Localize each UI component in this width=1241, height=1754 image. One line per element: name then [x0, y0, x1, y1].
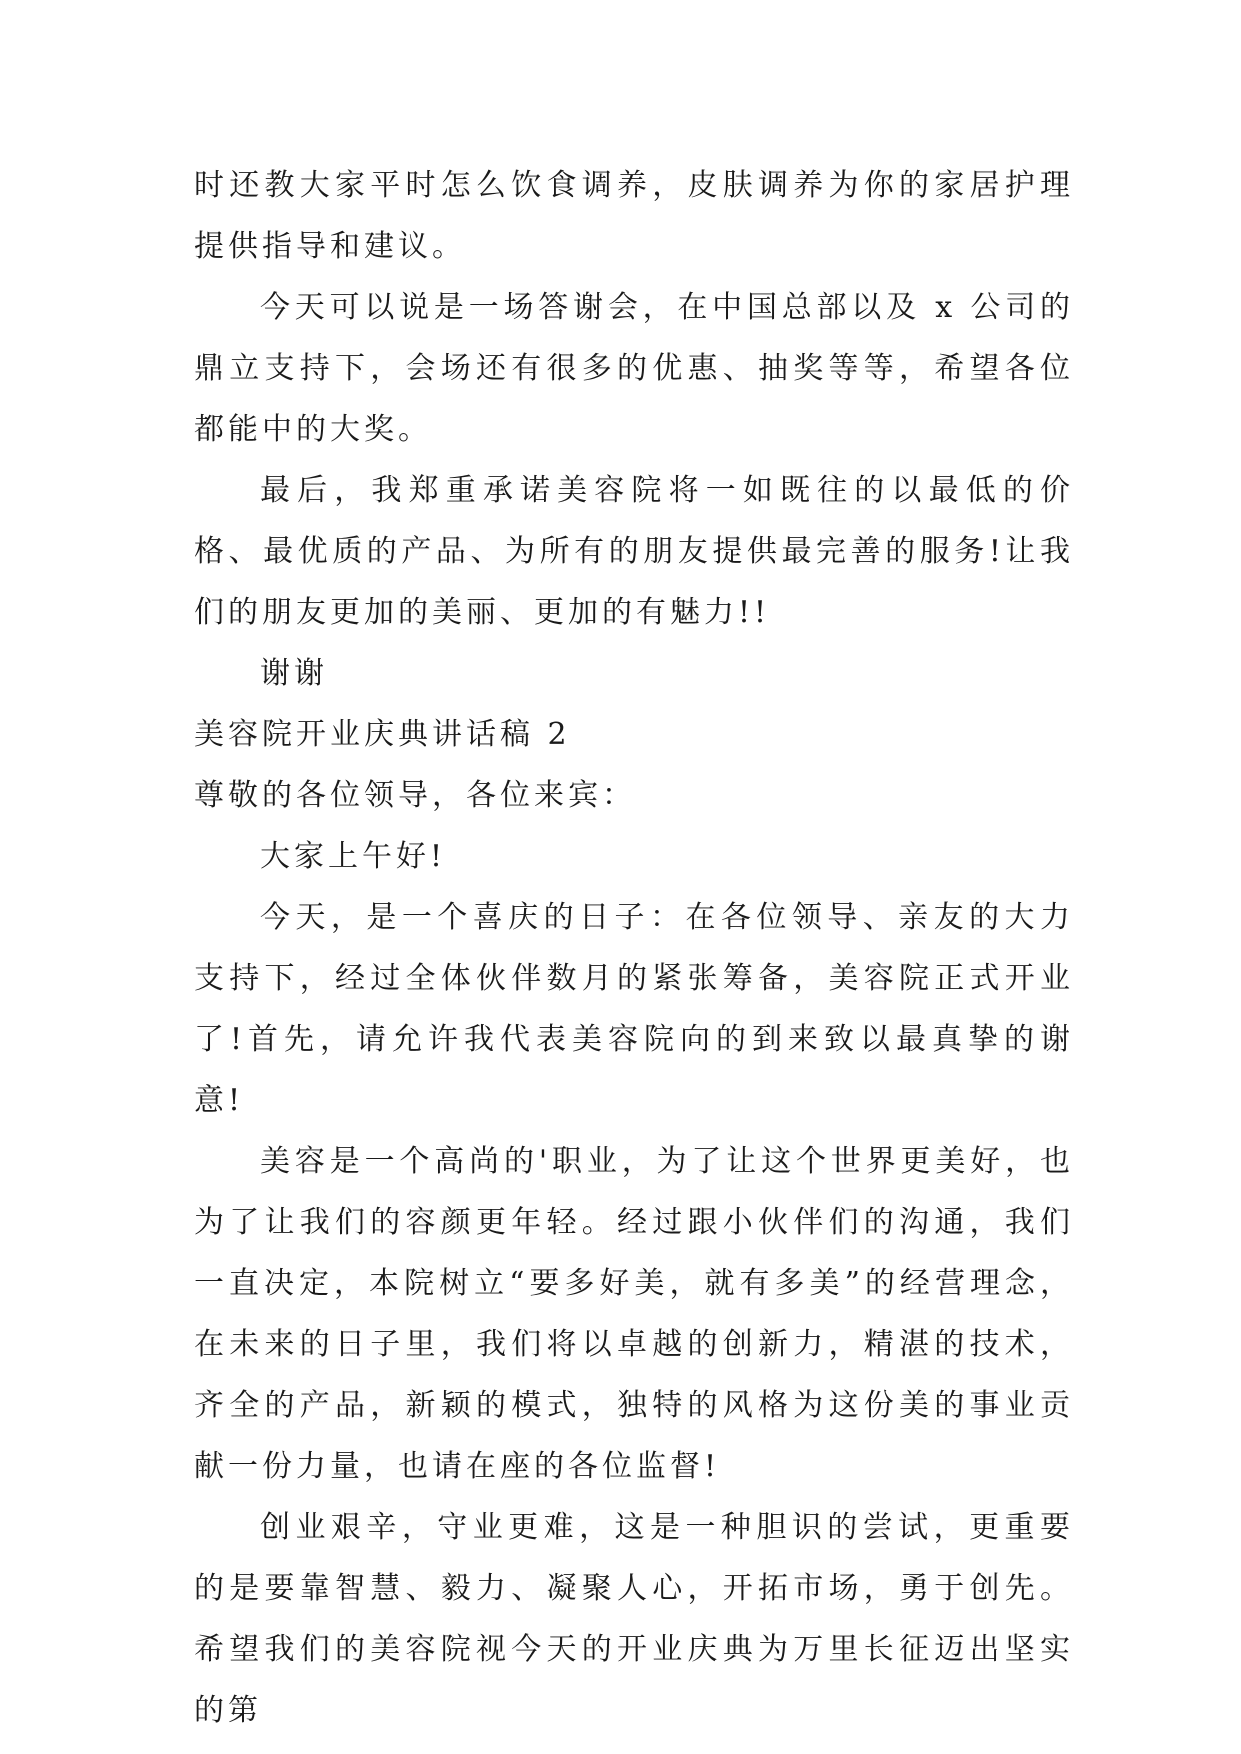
- paragraph-thanks: 谢谢: [260, 656, 328, 691]
- greeting: 大家上午好!: [260, 839, 447, 874]
- paragraph-philosophy: 美容是一个高尚的'职业，为了让这个世界更美好，也为了让我们的容颜更年轻。经过跟小伙伴们的沟通，我们一直决定，本院树立“要多好美，就有多美”的经营理念，在未来的日子里，我们将以卓越的创新力，精湛的技术，齐全的产品，新颖的模式，独特的风格为这份美的事业贡献一份力量，也请在座的各位监督!: [194, 1144, 1074, 1484]
- document-body: [194, 155, 1074, 1741]
- paragraph-1: 时还教大家平时怎么饮食调养，皮肤调养为你的家居护理提供指导和建议。: [194, 168, 1074, 264]
- paragraph-3: 最后，我郑重承诺美容院将一如既往的以最低的价格、最优质的产品、为所有的朋友提供最完善的服务!让我们的朋友更加的美丽、更加的有魅力!!: [194, 473, 1074, 630]
- paragraph-hope: 创业艰辛，守业更难，这是一种胆识的尝试，更重要的是要靠智慧、毅力、凝聚人心，开拓市场，勇于创先。希望我们的美容院视今天的开业庆典为万里长征迈出坚实的第: [194, 1510, 1074, 1728]
- section-title: 美容院开业庆典讲话稿 2: [194, 717, 571, 752]
- paragraph-2: 今天可以说是一场答谢会，在中国总部以及 x 公司的鼎立支持下，会场还有很多的优惠、抽奖等等，希望各位都能中的大奖。: [194, 290, 1074, 447]
- salutation: 尊敬的各位领导，各位来宾：: [194, 778, 636, 813]
- paragraph-opening: 今天，是一个喜庆的日子：在各位领导、亲友的大力支持下，经过全体伙伴数月的紧张筹备，美容院正式开业了!首先，请允许我代表美容院向的到来致以最真挚的谢意!: [194, 900, 1074, 1118]
